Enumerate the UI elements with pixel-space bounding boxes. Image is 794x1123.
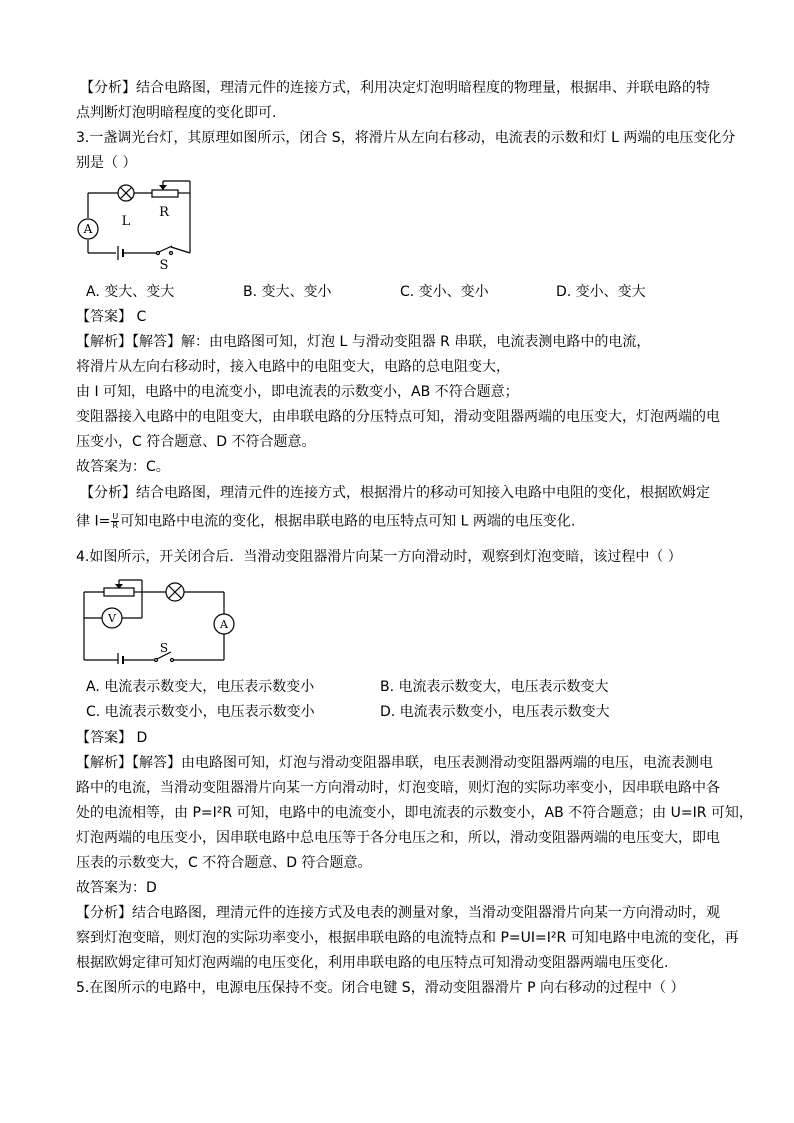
q3-lamp-label: L [121,214,131,229]
q4-option-b: B. 电流表示数变大，电压表示数变大 [380,679,609,695]
q3-rheostat-label: R [159,205,169,220]
q3-ammeter-label: A [83,222,93,236]
q3-explain-2: 将滑片从左向右移动时，接入电路中的电阻变大，电路的总电阻变大， [76,359,510,375]
q3-stem-line2: 别是（ ） [76,155,137,171]
q3-explain-1: 【解析】【解答】解：由电路图可知，灯泡 L 与滑动变阻器 R 串联，电流表测电路中的电流， [76,334,651,350]
q3-explain-4: 变阻器接入电路中的电阻变大，由串联电路的分压特点可知，滑动变阻器两端的电压变大，灯泡两端的电 [76,409,720,425]
q3-explain-6: 故答案为：C。 [76,459,170,475]
q3-answer: 【答案】 C [76,309,147,325]
q4-explain-4: 灯泡两端的电压变小，因串联电路中总电压等于各分电压之和，所以，滑动变阻器两端的电压变大，即电 [76,830,720,846]
q4-circuit-diagram [74,574,244,664]
q4-stem: 4.如图所示，开关闭合后．当滑动变阻器滑片向某一方向滑动时，观察到灯泡变暗，该过程中（ ） [76,549,682,565]
q3-option-a: A. 变大、变大 [86,284,175,300]
q2-analysis-line1: 【分析】结合电路图，理清元件的连接方式，利用决定灯泡明暗程度的物理量，根据串、并联电路的特 [80,80,710,96]
q3-option-c: C. 变小、变小 [400,284,489,300]
q2-analysis-line2: 点判断灯泡明暗程度的变化即可. [76,105,277,121]
q4-option-c: C. 电流表示数变小，电压表示数变小 [86,704,315,720]
q4-option-d: D. 电流表示数变小，电压表示数变大 [380,704,610,720]
q5-stem: 5.在图所示的电路中，电源电压保持不变。闭合电键 S，滑动变阻器滑片 P 向右移动的过程中（ ） [76,980,685,996]
q3-switch-label: S [159,258,169,273]
fraction-numerator: U [112,512,119,521]
q4-option-a: A. 电流表示数变大，电压表示数变小 [86,679,315,695]
q3-explain-5: 压变小，C 符合题意、D 不符合题意。 [76,434,316,450]
q4-explain-1: 【解析】【解答】由电路图可知，灯泡与滑动变阻器串联，电压表测滑动变阻器两端的电压，电流表测电 [76,755,713,771]
q3-analysis-line2 [76,513,575,531]
q4-explain-3: 处的电流相等，由 P=I²R 可知，电路中的电流变小，即电流表的示数变小，AB 不符合题意；由 U=IR 可知， [76,805,753,821]
q4-analysis-2: 察到灯泡变暗，则灯泡的实际功率变小，根据串联电路的电流特点和 P=UI=I²R 可知电路中电流的变化，再 [76,930,739,946]
q4-switch-label: S [159,641,169,655]
q4-explain-5: 压表的示数变大，C 不符合题意、D 符合题意。 [76,855,372,871]
q4-analysis-3: 根据欧姆定律可知灯泡两端的电压变化，利用串联电路的电压特点可知滑动变阻器两端电压变化. [76,955,669,971]
q3-analysis-prefix: 律 I= [76,513,111,530]
q4-voltmeter-label: V [108,612,116,625]
q3-stem-line1: 3.一盏调光台灯，其原理如图所示，闭合 S，将滑片从左向右移动，电流表的示数和灯 L 两端的电压变化分 [76,130,736,146]
q4-ammeter-label: A [220,618,228,631]
q4-explain-2: 路中的电流，当滑动变阻器滑片向某一方向滑动时，灯泡变暗，则灯泡的实际功率变小，因串联电路中各 [76,780,720,796]
q3-option-d: D. 变小、变大 [556,284,646,300]
q3-circuit-diagram [76,178,206,273]
q4-answer: 【答案】 D [76,730,148,746]
q3-explain-3: 由 I 可知，电路中的电流变小，即电流表的示数变小，AB 不符合题意； [76,384,519,400]
q4-analysis-1: 【分析】结合电路图，理清元件的连接方式及电表的测量对象，当滑动变阻器滑片向某一方向滑动时，观 [76,905,720,921]
fraction-denominator: R [112,521,119,530]
q3-analysis-line1: 【分析】结合电路图，理清元件的连接方式，根据滑片的移动可知接入电路中电阻的变化，根据欧姆定 [80,485,710,501]
ohm-law-fraction [111,513,119,530]
q4-explain-6: 故答案为：D [76,880,157,896]
q3-analysis-suffix: 可知电路中电流的变化，根据串联电路的电压特点可知 L 两端的电压变化. [120,513,576,530]
q3-option-b: B. 变大、变小 [243,284,332,300]
